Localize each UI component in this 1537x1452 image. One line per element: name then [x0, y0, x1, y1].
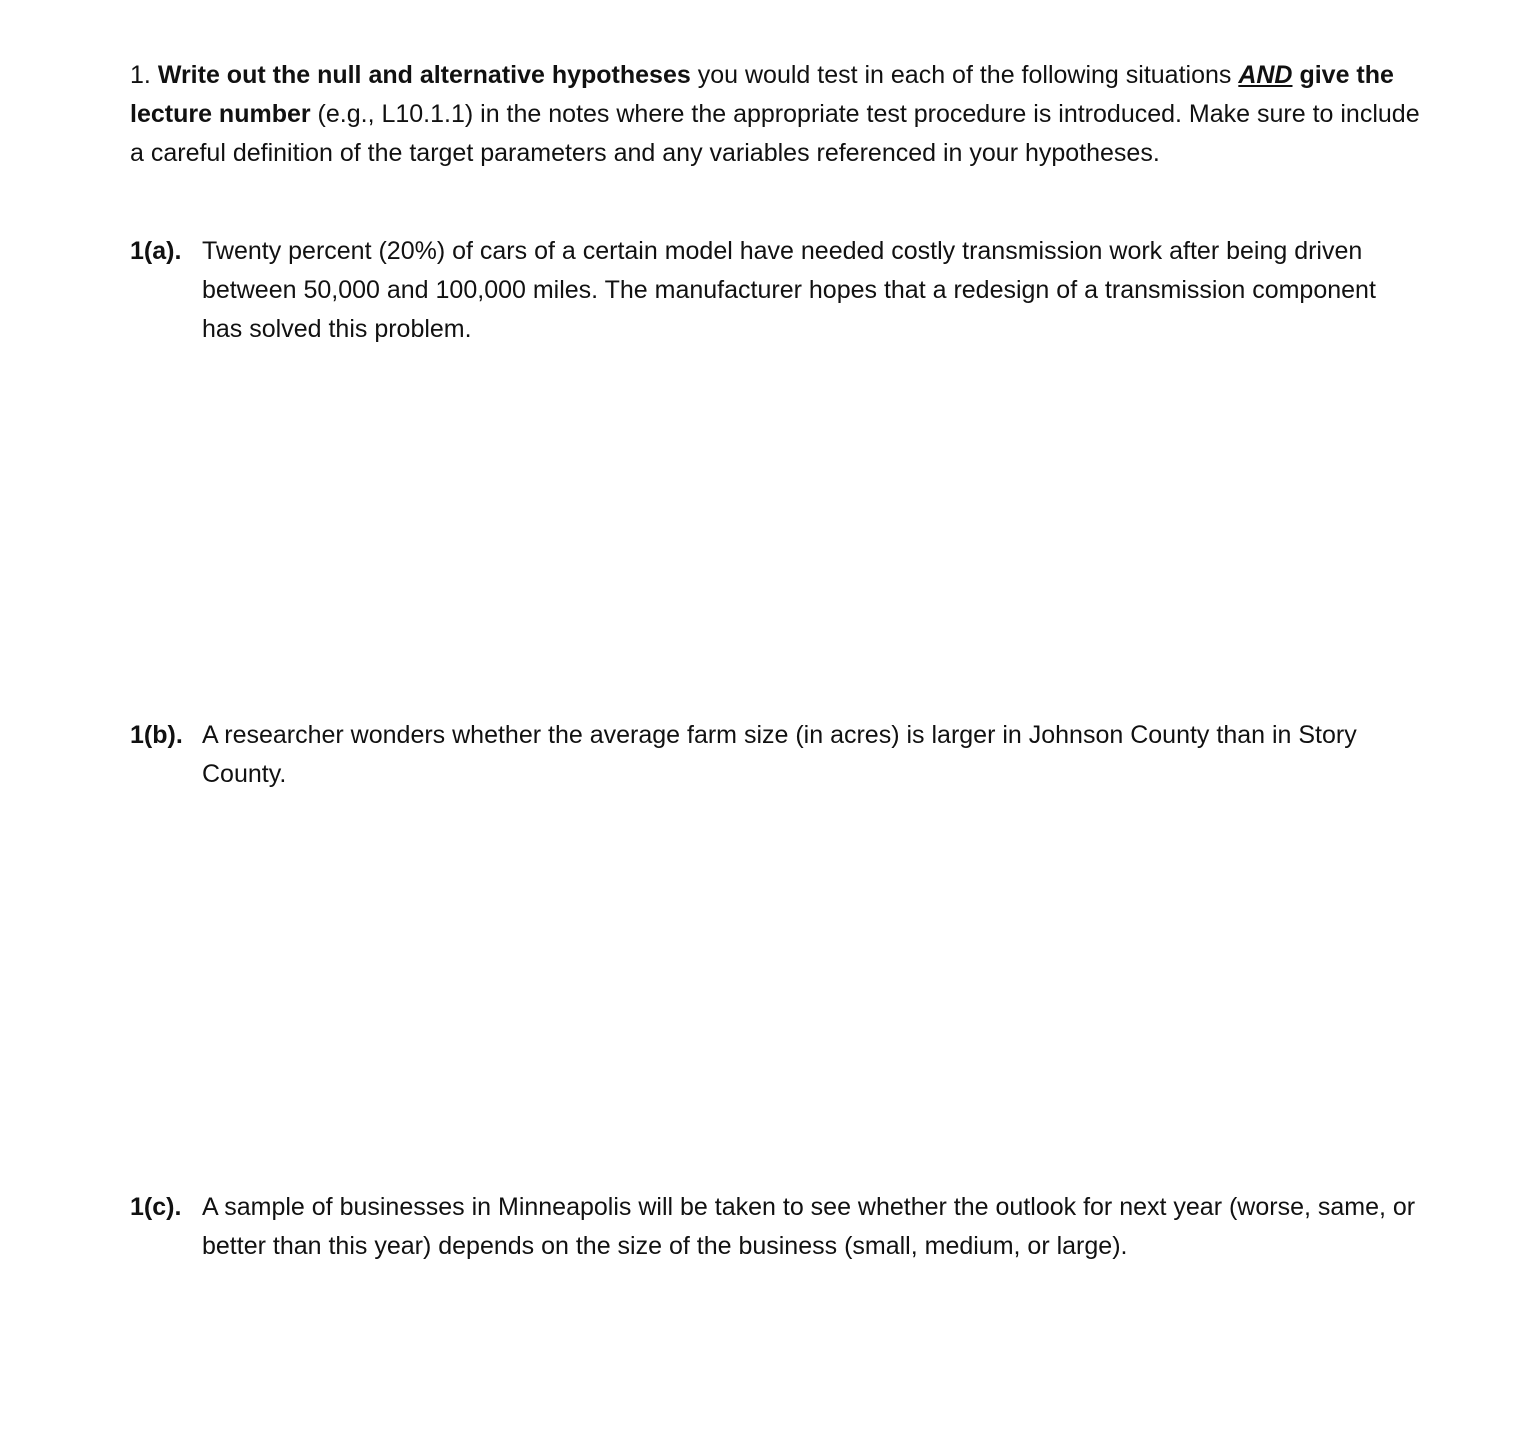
instruction-bold-hypotheses: Write out the null and alternative hypotheses	[157, 61, 691, 89]
instruction-bold-lecture-number: give the lecture number	[130, 61, 1394, 128]
question-1b	[130, 716, 1420, 794]
instruction-text-details: (e.g., L10.1.1) in the notes where the appropriate test procedure is introduced. Make sure to include a careful definition of the target parameters and any variables referenced in your hypotheses.	[130, 100, 1420, 167]
question-label: 1(a).	[130, 237, 182, 265]
question-number: 1.	[130, 61, 151, 89]
question-1c	[130, 1188, 1420, 1266]
question-text: A sample of businesses in Minneapolis will be taken to see whether the outlook for next year (worse, same, or better than this year) depends on the size of the business (small, medium, or large).	[202, 1193, 1416, 1260]
question-text: A researcher wonders whether the average farm size (in acres) is larger in Johnson County than in Story County.	[202, 721, 1357, 788]
question-label: 1(c).	[130, 1193, 182, 1221]
question-1a	[130, 232, 1420, 349]
instruction-text-situations: you would test in each of the following situations	[690, 61, 1239, 89]
question-text: Twenty percent (20%) of cars of a certain model have needed costly transmission work after being driven between 50,000 and 100,000 miles. The manufacturer hopes that a redesign of a transmission component has solved this problem.	[202, 237, 1376, 343]
question-1-instructions	[130, 56, 1420, 173]
question-label: 1(b).	[130, 721, 183, 749]
instruction-and-emphasis: AND	[1238, 61, 1293, 89]
